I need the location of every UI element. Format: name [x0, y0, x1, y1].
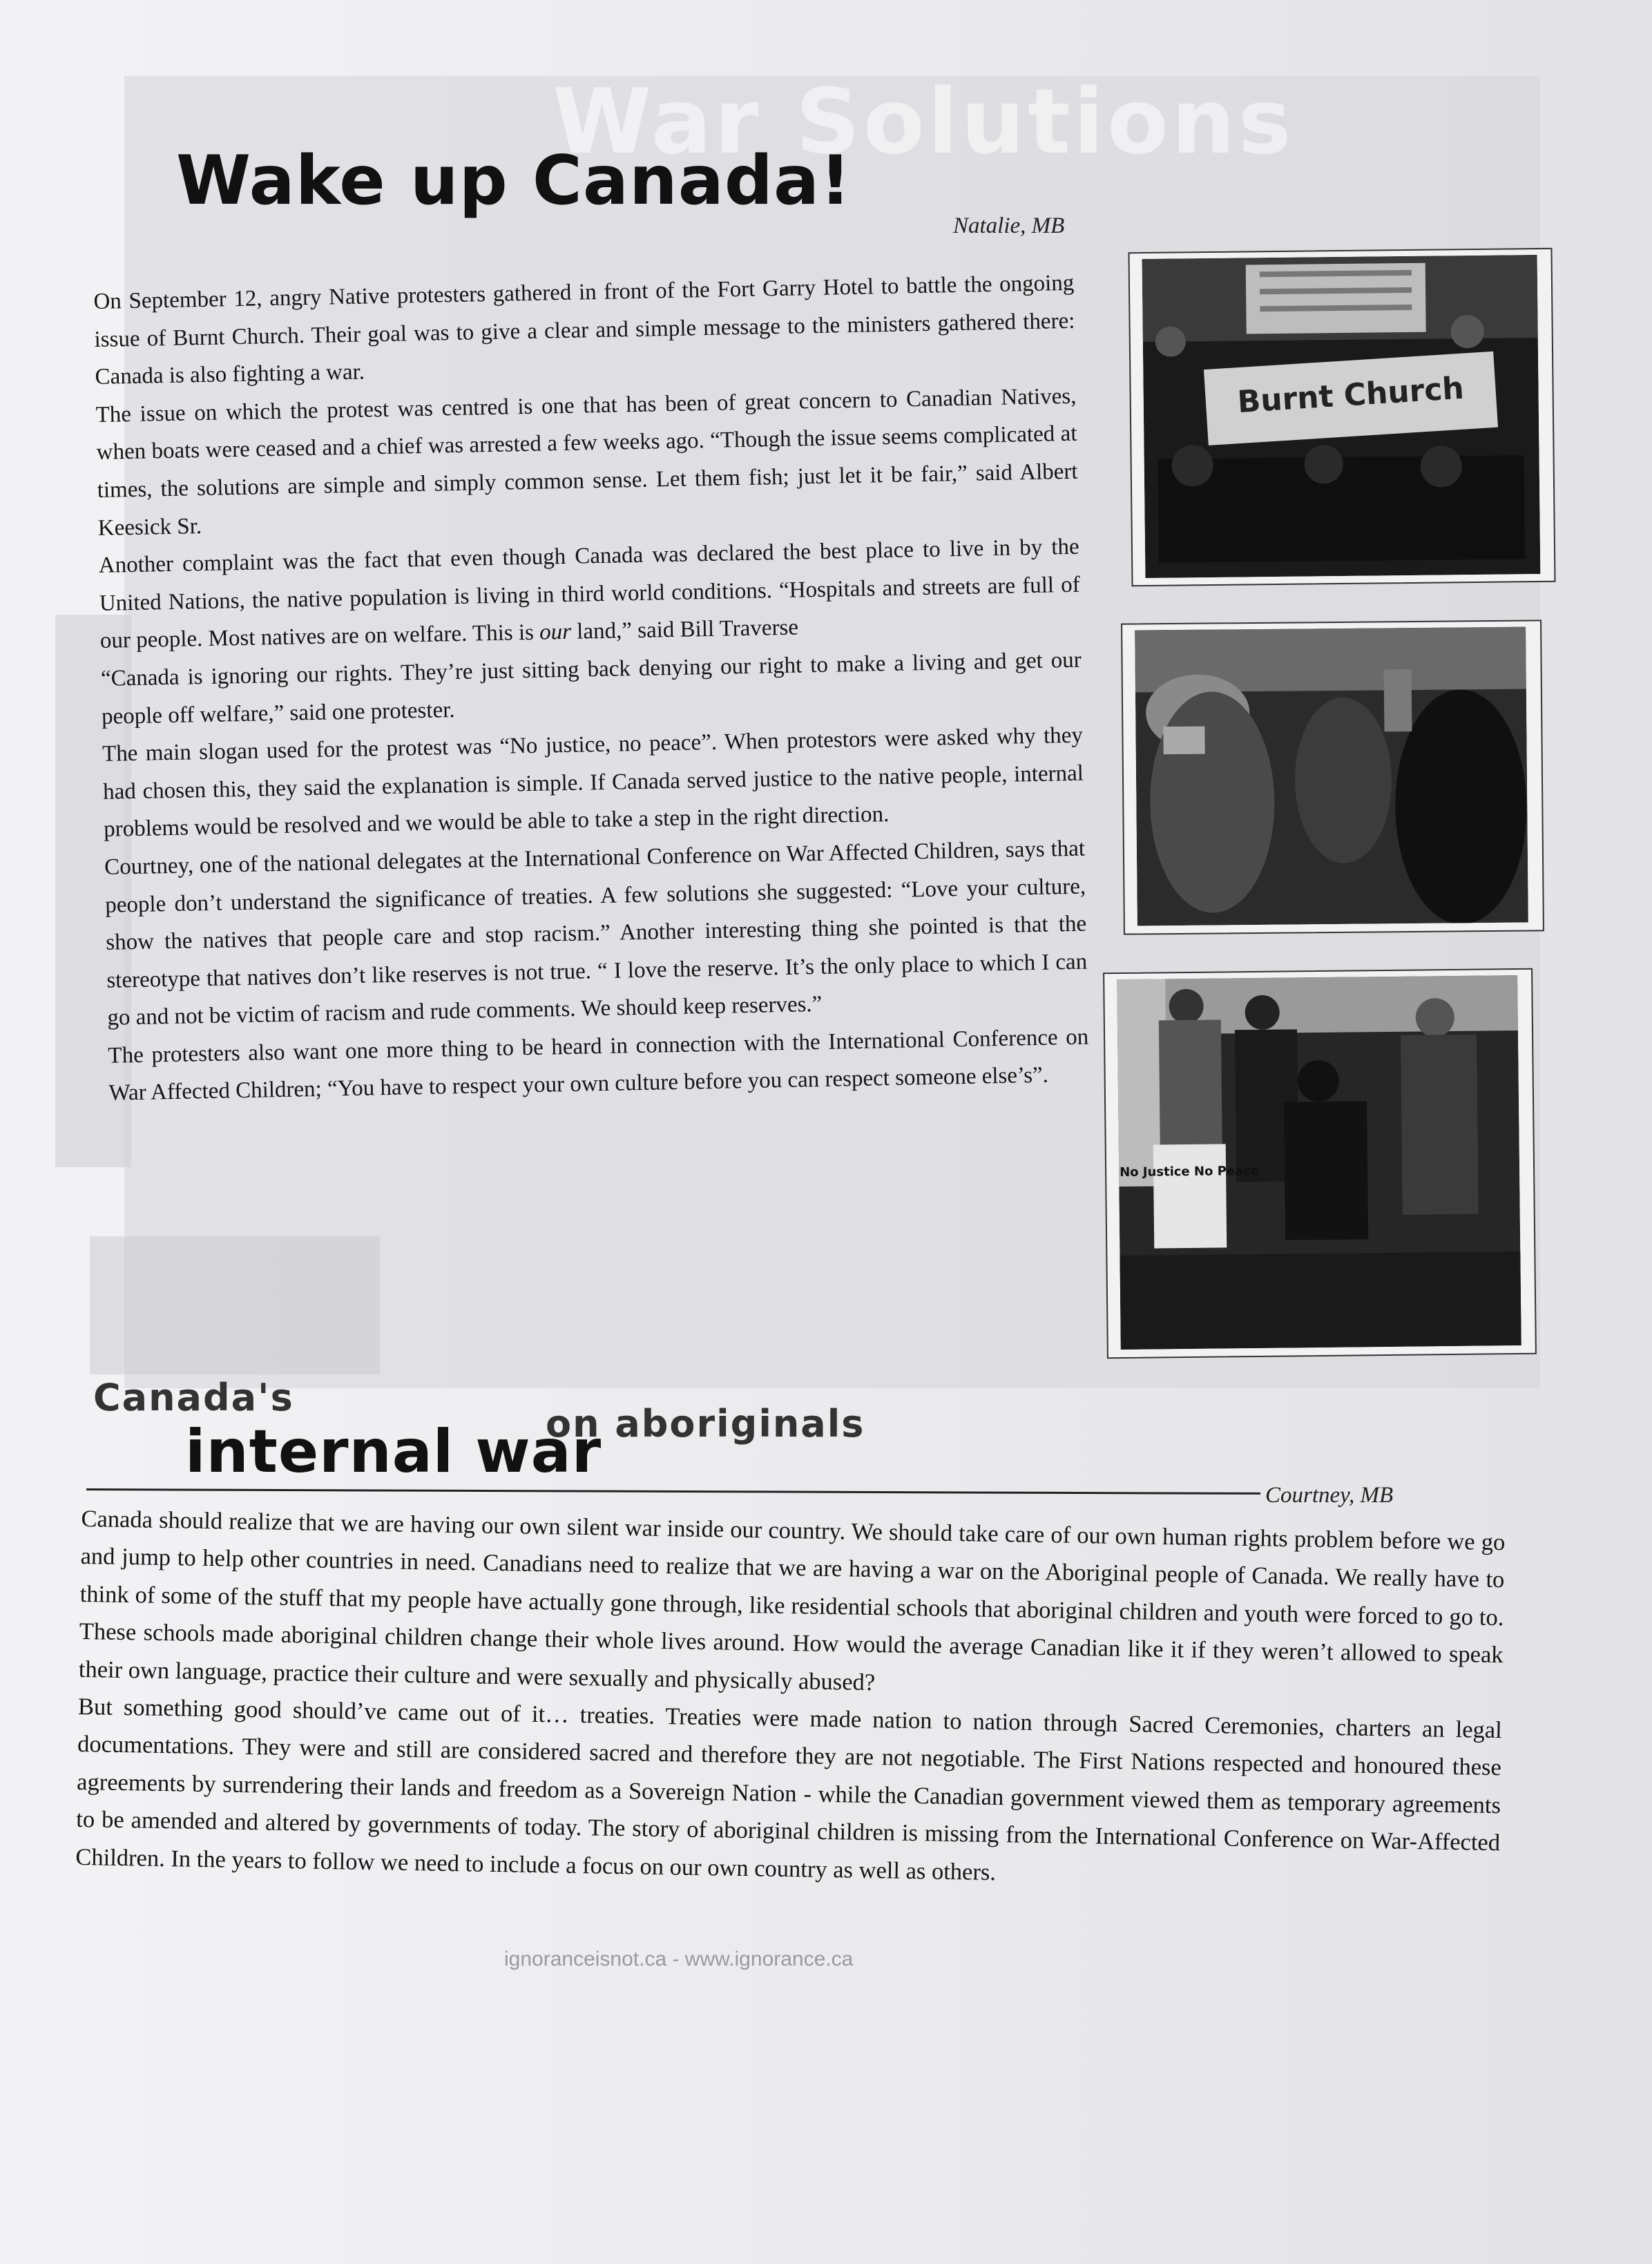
- protester-crowd-image: [1135, 627, 1528, 926]
- article1-paragraph: The protesters also want one more thing to be heard in connection with the International Conference on War Affected Children; “You have to respect your own culture before you can respect someone else’s”.: [108, 1024, 1089, 1106]
- article1-paragraph: [98, 528, 1081, 660]
- protester-sign-image: [1117, 975, 1521, 1350]
- article2-title-part1: Canada's: [93, 1376, 294, 1419]
- protester-sign-photo: [1103, 968, 1537, 1359]
- protest-banner-image: [1142, 255, 1541, 578]
- article2-paragraph: Canada should realize that we are having our own silent war inside our country. We should take care of our own human rights problem before we go and jump to help other countries in need. Canadians need to realize that we are having a war on the Aboriginal people of Canada. We really have to think of some of the stuff that my people have actually gone through, like residential schools that aboriginal children and youth were forced to go to. These schools made aboriginal children change their whole lives around. How would the average Canadian like it if they weren’t allowed to speak their own language, practice their culture and were sexually and physically abused?: [78, 1505, 1506, 1696]
- protest-banner-photo: [1128, 248, 1555, 586]
- protester-crowd-photo: [1121, 620, 1544, 934]
- article1-byline: Natalie, MB: [953, 213, 1065, 238]
- show-through-title: War Solutions: [553, 69, 1294, 174]
- sign-text: No Justice No Peace: [1120, 1163, 1260, 1180]
- show-through-box: [90, 1236, 380, 1374]
- article1-headline: Wake up Canada!: [176, 142, 852, 220]
- emphasis-text: our: [539, 620, 572, 646]
- article2-body: [75, 1500, 1506, 1899]
- article2-title-part2: internal war: [185, 1417, 602, 1486]
- show-through-footer: ignoranceisnot.ca - www.ignorance.ca: [504, 1948, 854, 1970]
- article2-title-part3: on aboriginals: [546, 1402, 865, 1446]
- article1-paragraph: The main slogan used for the protest was “No justice, no peace”. When protestors were asked why they had chosen this, they said the explanation is simple. If Canada served justice to the native people, internal problems would be resolved and we would be able to take a step in the right direction.: [102, 722, 1084, 843]
- article1-body: [93, 265, 1090, 1113]
- article1-paragraph: The issue on which the protest was centred is one that has been of great concern to Canadian Natives, when boats were ceased and a chief was arrested a few weeks ago. “Though the issue seems complicated at times, the solutions are simple and simply common sense. Let them fish; just let it be fair,” said Albert Keesick Sr.: [95, 383, 1078, 541]
- banner-text: Burnt Church: [1236, 370, 1466, 421]
- article1-paragraph-text: Another complaint was the fact that even though Canada was declared the best place to live in by the United Nations, the native population is living in third world conditions. “Hospitals and streets are full of our people. Most natives are on welfare. This is our land,” said Bill Traverse: [98, 534, 1080, 654]
- article1-paragraph: Courtney, one of the national delegates at the International Conference on War Affected Children, says that people don’t understand the significance of treaties. A few solutions she suggested: “Love your culture, show the natives that people care and stop racism.” Another interesting thing she pointed is that the stereotype that natives don’t like reserves is not true. “ I love the reserve. It’s the only place to which I can go and not be victim of racism and rude comments. We should keep reserves.”: [104, 836, 1088, 1031]
- article1-paragraph: On September 12, angry Native protesters gathered in front of the Fort Garry Hotel to battle the ongoing issue of Burnt Church. Their goal was to give a clear and simple message to the ministers gathered there: Canada is also fighting a war.: [93, 270, 1075, 390]
- article2-paragraph: But something good should’ve came out of it… treaties. Treaties were made nation to nation through Sacred Ceremonies, charters an legal documentations. They were and still are considered sacred and therefore they are not negotiable. The First Nations respected and honoured these agreements by surrendering their lands and freedom as a Sovereign Nation - while the Canadian government viewed them as temporary agreements to be amended and altered by governments of today. The story of aboriginal children is missing from the International Conference on War-Affected Children. In the years to follow we need to include a focus on our own country as well as others.: [75, 1693, 1503, 1886]
- article1-paragraph: “Canada is ignoring our rights. They’re just sitting back denying our right to make a living and get our people off welfare,” said one protester.: [100, 647, 1082, 729]
- article2-byline: Courtney, MB: [1265, 1483, 1394, 1508]
